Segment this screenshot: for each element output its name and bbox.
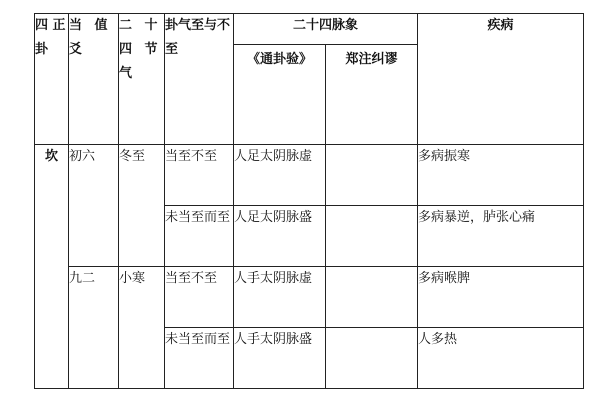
header-yao [69,14,119,145]
disease-text: 多病喉脾 [418,271,471,286]
jieqi-cell [119,267,165,389]
header-jieqi-text: 二 十 四 节 气 [119,18,162,81]
jieqi-cell [119,145,165,267]
header-pulse-group [234,14,418,45]
header-tonggua [234,45,326,145]
zheng-cell [326,328,418,389]
qi-text: 未当至而至 [165,210,231,225]
header-pulse-group-text: 二十四脉象 [293,18,359,33]
jieqi-text: 小寒 [119,271,146,286]
disease-text: 人多热 [418,332,458,347]
pulse-text: 人足太阴脉虚 [234,149,313,164]
header-qi-text: 卦气至与不至 [165,18,231,57]
qi-text: 当至不至 [165,149,218,164]
pulse-cell [234,267,326,328]
header-four-gua [35,14,69,145]
qi-cell [165,206,234,267]
pulse-table [34,13,584,389]
qi-cell [165,145,234,206]
pulse-text: 人手太阴脉盛 [234,332,313,347]
yao-text: 九二 [69,271,96,286]
yao-text: 初六 [69,149,96,164]
gua-text: 坎 [44,149,58,164]
disease-cell [418,328,584,389]
disease-text: 多病暴逆，胪张心痛 [418,210,536,225]
pulse-cell [234,328,326,389]
qi-cell [165,267,234,328]
pulse-text: 人足太阴脉盛 [234,210,313,225]
jieqi-text: 冬至 [119,149,146,164]
header-qi [165,14,234,145]
qi-cell [165,328,234,389]
disease-cell [418,206,584,267]
header-zheng [326,45,418,145]
table-row [35,267,584,328]
zheng-cell [326,267,418,328]
disease-cell [418,267,584,328]
disease-text: 多病振寒 [418,149,471,164]
yao-cell [69,145,119,267]
qi-text: 未当至而至 [165,332,231,347]
header-zheng-text: 郑注纠谬 [345,52,398,67]
pulse-text: 人手太阴脉虚 [234,271,313,286]
zheng-cell [326,145,418,206]
yao-cell [69,267,119,389]
header-jieqi [119,14,165,145]
zheng-cell [326,206,418,267]
header-yao-text: 当 值 爻 [69,18,112,57]
pulse-cell [234,145,326,206]
qi-text: 当至不至 [165,271,218,286]
gua-cell [35,145,69,389]
header-tonggua-text: 《通卦验》 [246,52,312,67]
header-disease-text: 疾病 [487,18,514,33]
pulse-cell [234,206,326,267]
table-row [35,145,584,206]
header-disease [418,14,584,145]
header-four-gua-text: 四 正 卦 [35,18,66,57]
disease-cell [418,145,584,206]
